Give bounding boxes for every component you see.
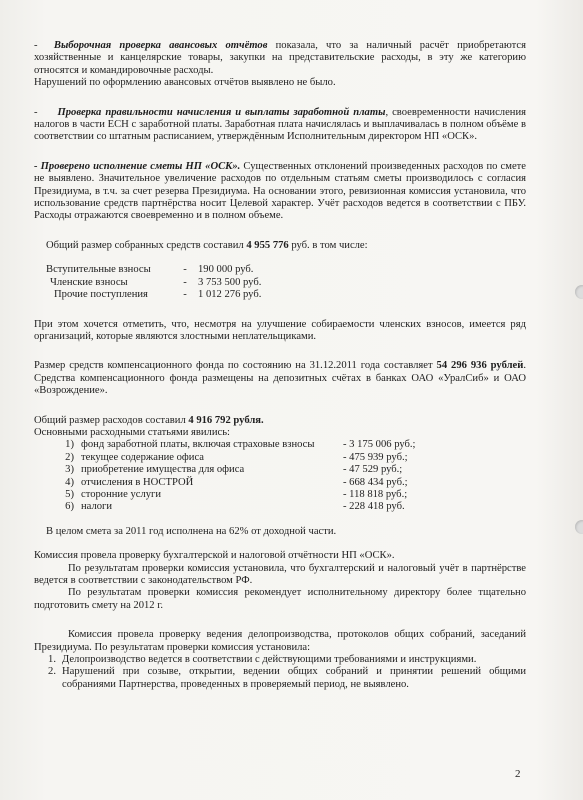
paragraph-accounting-result: По результатам проверки комиссия установила, что бухгалтерский и налоговый учёт в партнёрстве ведется в соответствии с законодательством РФ. [34,562,526,586]
document-body [34,40,526,691]
expense-number: 2) [65,451,74,463]
expense-item [34,464,526,476]
collected-amount: 4 955 776 [246,239,289,251]
income-row [34,289,526,301]
expense-title: налоги [81,501,113,513]
expense-title: отчисления в НОСТРОЙ [81,476,194,488]
estimate-lead: - Проверено исполнение сметы НП «ОСК». [34,160,241,172]
punch-hole [575,520,583,534]
finding-text: Делопроизводство ведется в соответствии с действующими требованиями и инструкциями. [62,654,477,666]
page-number: 2 [515,768,521,780]
collected-tail: руб. в том числе: [288,239,368,251]
expense-number: 4) [65,476,74,488]
paragraph-estimate [34,161,526,223]
collected-total [34,240,526,252]
expense-value: - 47 529 руб.; [343,464,403,476]
expense-value: - 118 818 руб.; [343,488,408,500]
income-value: 3 753 500 руб. [198,276,262,288]
payroll-lead: Проверка правильности начисления и выплаты заработной платы [57,106,386,118]
expenses-total [34,415,526,427]
expense-items [34,439,526,513]
paragraph-comp-fund [34,360,526,397]
income-label: Членские взносы [50,276,128,288]
expense-title: приобретение имущества для офиса [81,464,245,476]
finding-item [34,666,526,691]
finding-item [34,654,526,666]
expense-item [34,489,526,501]
finding-text: Нарушений при созыве, открытии, ведении общих собраний и принятии решений общими собраниями Партнерства, проведенных в проверяемый период, не выявлено. [62,666,526,690]
income-row [34,264,526,276]
expenses-amount: 4 916 792 рубля. [188,414,264,426]
expense-value: - 3 175 006 руб.; [343,439,416,451]
expense-number: 1) [65,439,74,451]
expense-title: сторонние услуги [81,488,162,500]
income-sources [34,264,526,301]
expense-item [34,452,526,464]
estimate-text: Существенных отклонений произведенных расходов по смете не выявлено. Значительное увеличение расходов по отдельным статьям сметы производилось с согласия Президиума, в т.ч. за счет резерва Президиума. На основании этого, ревизионная комиссия установила, что использование средств партнёрства носит Целевой характер. Учёт расходов ведется в соответствии с ПБУ. Расходы отражаются своевременно и в полном объеме. [34,160,526,222]
expense-title: фонд заработной платы, включая страховые взносы [81,439,315,451]
income-value: 190 000 руб. [198,264,254,276]
punch-hole [575,285,583,299]
income-value: 1 012 276 руб. [198,289,262,301]
income-dash: - [183,276,187,288]
paragraph-accounting-check: Комиссия провела проверку бухгалтерской и налоговой отчётности НП «ОСК». [34,550,395,562]
expense-title: текущее содержание офиса [81,451,204,463]
expenses-label: Общий размер расходов составил [34,414,189,426]
expense-item [34,501,526,513]
paragraph-payroll: - Проверка правильности начисления и выплаты заработной платы, своевременности начисления налогов в части ЕСН с заработной платы. Заработная плата начислялась и выплачивалась в полном объёме в соответствии со штатным расписанием, утверждённым Исполнительным директором НП «ОСК». [34,106,526,143]
finding-number: 1. [48,654,56,666]
paragraph-recommendation: По результатам проверки комиссия рекомендует исполнительному директору более тщательно подготовить смету на 2012 г. [34,587,526,611]
expense-number: 3) [65,464,74,476]
fund-rest: . Средства компенсационного фонда размещены на депозитных счётах в банках ОАО «УралСиб» и ОАО «Возрождение». [34,360,527,397]
expense-value: - 228 418 руб. [343,501,405,513]
fund-amount: 54 296 936 рублей [436,360,524,372]
payroll-text: , своевременности начисления налогов в части ЕСН с заработной платы. Заработная плата начислялась и выплачивалась в полном объёме в соответствии со штатным расписанием, утверждённым Исполнительным директором НП «ОСК». [34,106,526,143]
estimate-completion: В целом смета за 2011 год исполнена на 62% от доходной части. [46,525,337,537]
advance-reports-conclusion: Нарушений по оформлению авансовых отчётов выявлено не было. [34,77,336,89]
income-dash: - [183,264,187,276]
expense-item [34,439,526,451]
paragraph-nonpayers: При этом хочется отметить, что, несмотря на улучшение собираемости членских взносов, имеется ряд организаций, которые являются злостными неплательщиками. [34,318,526,342]
advance-reports-lead: Выборочная проверка авансовых отчётов [53,40,268,51]
income-row [34,277,526,289]
income-label: Вступительные взносы [46,264,151,276]
paragraph-advance-reports: - Выборочная проверка авансовых отчётов показала, что за наличный расчёт приобретаются хозяйственные и канцелярские товары, закупки на представительские расходы, в эту же категорию относятся и командировочные расходы. [34,40,526,76]
expense-number: 5) [65,488,74,500]
expense-number: 6) [65,501,74,513]
expense-value: - 475 939 руб.; [343,451,408,463]
expense-item [34,477,526,489]
paragraph-records-check: Комиссия провела проверку ведения делопроизводства, протоколов общих собраний, заседаний Президиума. По результатам проверки комиссия установила: [34,629,526,653]
collected-label: Общий размер собранных средств составил [46,239,247,251]
income-dash: - [183,289,187,301]
fund-text: Размер средств компенсационного фонда по состоянию на 31.12.2011 года составляет [34,360,437,372]
expenses-subtitle: Основными расходными статьями явились: [34,426,230,438]
advance-reports-text: показала, что за наличный расчёт приобретаются хозяйственные и канцелярские товары, закупки на представительские расходы, в эту же категорию относятся и командировочные расходы. [34,40,526,76]
income-label: Прочие поступления [54,289,148,301]
finding-number: 2. [48,666,56,678]
expense-value: - 668 434 руб.; [343,476,408,488]
findings-list [34,654,526,691]
